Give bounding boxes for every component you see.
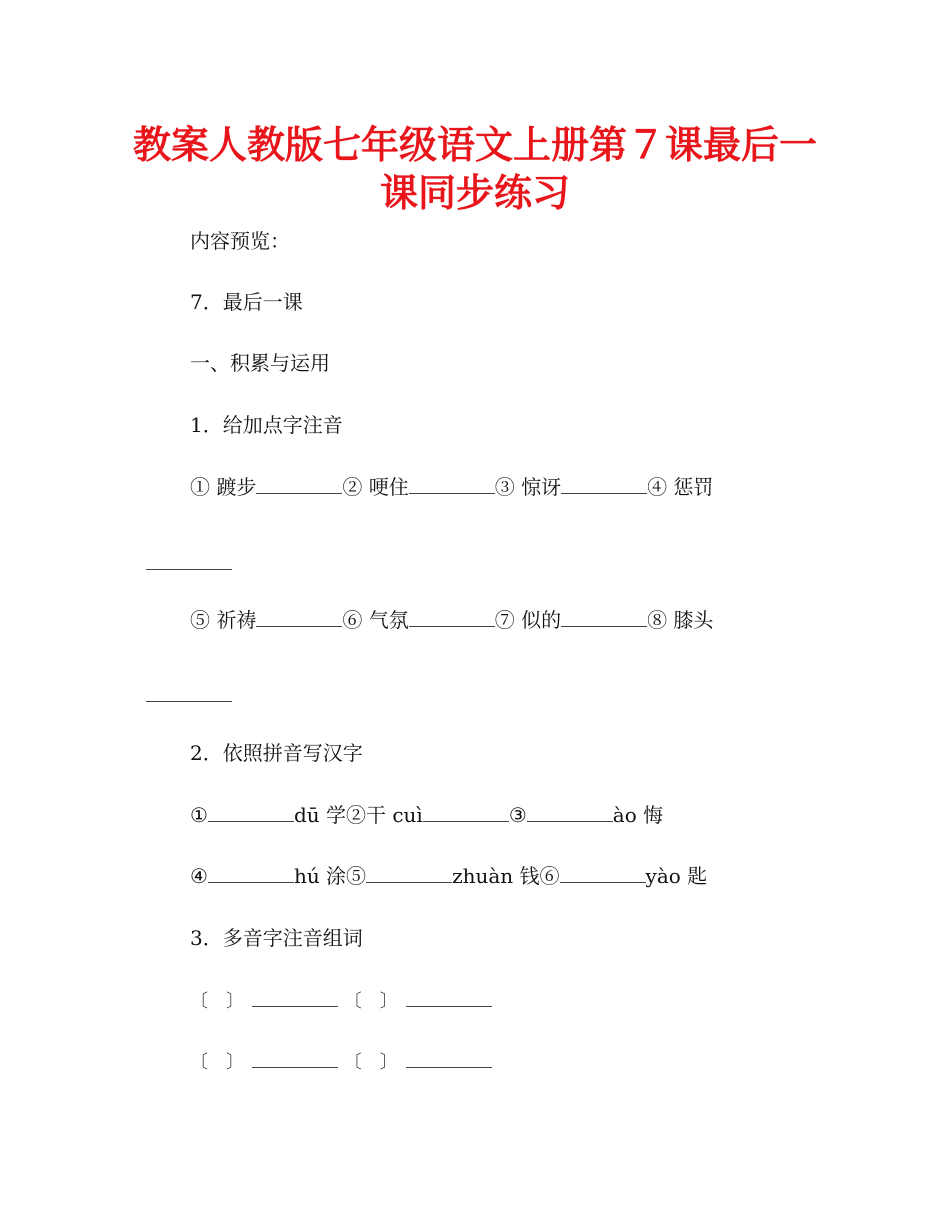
content-preview-label: 内容预览： — [190, 229, 290, 253]
answer-blank[interactable] — [423, 801, 509, 822]
item-7: ⑦ 似的 — [494, 608, 562, 632]
question-2-row-2 — [190, 862, 707, 890]
answer-blank[interactable] — [208, 862, 294, 883]
item-6: hú 涂⑤ — [293, 864, 367, 888]
answer-blank[interactable] — [256, 606, 342, 627]
answer-blank[interactable] — [560, 862, 646, 883]
item-3: ③ — [508, 803, 527, 827]
item-1: ① 踱步 — [190, 475, 257, 499]
answer-blank[interactable] — [527, 801, 613, 822]
item-6: ⑥ 气氛 — [342, 608, 409, 632]
item-5: ⑤ 祈祷 — [190, 608, 257, 632]
paren-blank[interactable]: 〔 〕 — [190, 991, 244, 1012]
paren-blank[interactable]: 〔 〕 — [343, 991, 398, 1012]
item-4: ④ 惩罚 — [647, 475, 714, 499]
question-3-heading: 3．多音字注音组词 — [190, 926, 363, 950]
answer-blank[interactable] — [409, 606, 495, 627]
question-3-row-2 — [190, 1047, 492, 1077]
question-3-row-1 — [190, 986, 492, 1016]
answer-blank[interactable] — [146, 701, 232, 702]
question-2-heading: 2．依照拼音写汉字 — [190, 741, 363, 765]
question-2-row-1 — [190, 801, 663, 829]
document-title-line-2: 课同步练习 — [379, 171, 570, 215]
lesson-heading: 7．最后一课 — [190, 290, 303, 314]
item-4: ào 悔 — [612, 803, 664, 827]
paren-blank[interactable]: 〔 〕 — [343, 1052, 398, 1073]
answer-blank[interactable] — [252, 986, 338, 1007]
answer-blank[interactable] — [561, 606, 647, 627]
paren-blank[interactable]: 〔 〕 — [190, 1052, 244, 1073]
item-8: ⑧ 膝头 — [647, 608, 714, 632]
item-1: ① — [190, 803, 208, 827]
answer-blank[interactable] — [561, 473, 647, 494]
answer-blank[interactable] — [252, 1047, 338, 1068]
answer-blank[interactable] — [366, 862, 452, 883]
document-title-line-1: 教案人教版七年级语文上册第７课最后一 — [132, 123, 817, 167]
item-5: ④ — [190, 864, 208, 888]
question-1-row-2 — [190, 606, 713, 634]
question-1-row-1 — [190, 473, 713, 501]
section-heading: 一、积累与运用 — [190, 351, 330, 375]
answer-blank[interactable] — [406, 1047, 492, 1068]
item-7: zhuàn 钱⑥ — [452, 864, 560, 888]
answer-blank[interactable] — [146, 569, 232, 570]
item-3: ③ 惊讶 — [494, 475, 562, 499]
answer-blank[interactable] — [409, 473, 495, 494]
item-2: ② 哽住 — [342, 475, 409, 499]
item-8: yào 匙 — [645, 864, 708, 888]
item-2: dū 学②干 cuì — [293, 803, 423, 827]
answer-blank[interactable] — [256, 473, 342, 494]
question-1-heading: 1．给加点字注音 — [190, 413, 343, 437]
answer-blank[interactable] — [208, 801, 294, 822]
answer-blank[interactable] — [406, 986, 492, 1007]
